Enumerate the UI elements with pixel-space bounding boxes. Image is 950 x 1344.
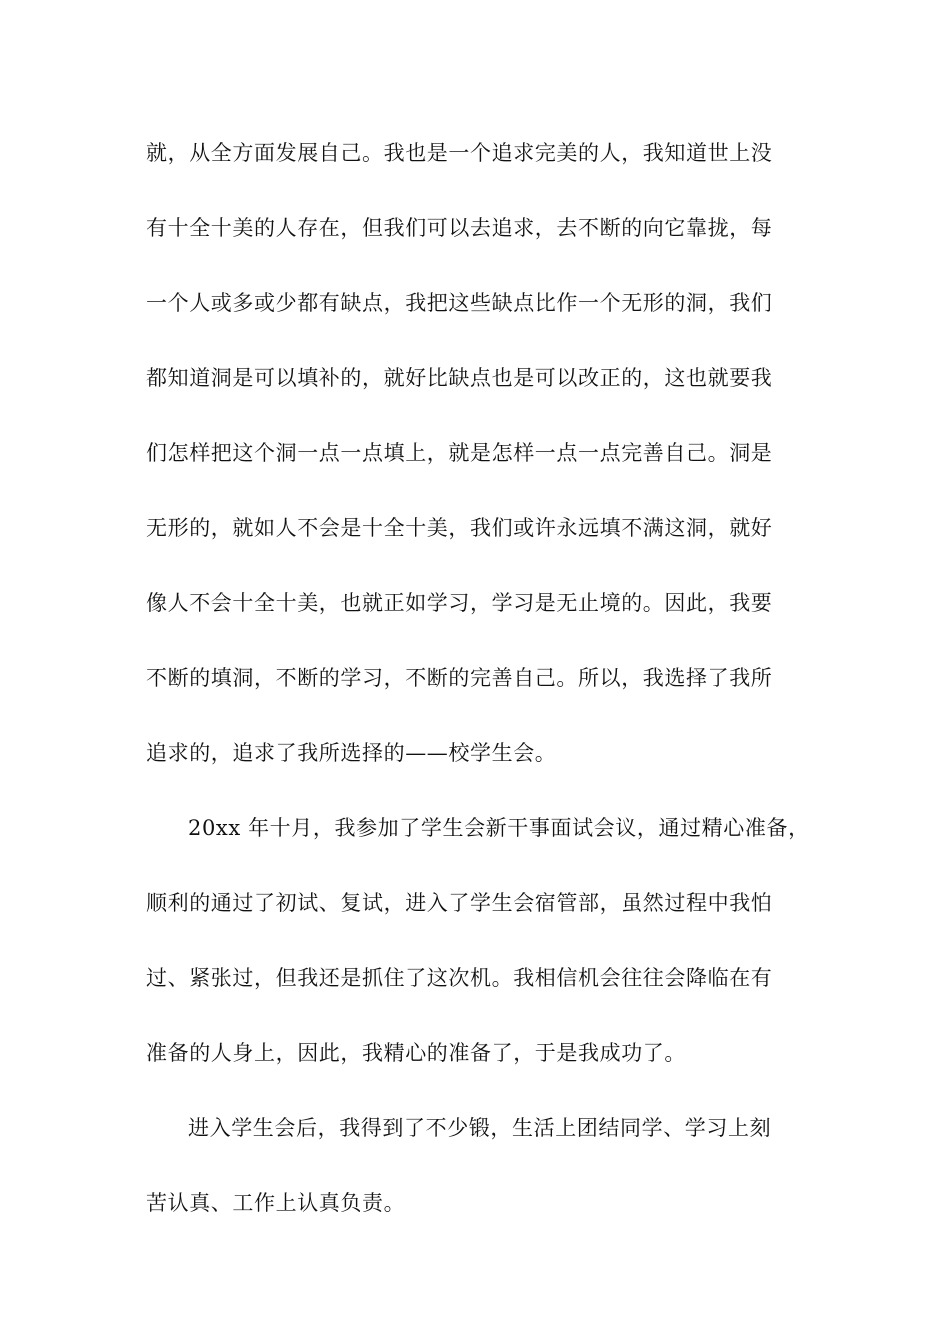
body-text <box>146 132 816 1257</box>
text-line-1: 就，从全方面发展自己。我也是一个追求完美的人，我知道世上没 <box>146 141 773 165</box>
text-line-7: 像人不会十全十美，也就正如学习，学习是无止境的。因此，我要 <box>146 591 773 615</box>
text-line-9: 追求的，追求了我所选择的——校学生会。 <box>146 741 557 765</box>
text-line-6: 无形的，就如人不会是十全十美，我们或许永远填不满这洞，就好 <box>146 516 773 540</box>
text-line-3: 一个人或多或少都有缺点，我把这些缺点比作一个无形的洞，我们 <box>146 291 773 315</box>
text-line-10: 20xx 年十月，我参加了学生会新干事面试会议，通过精心准备， <box>188 816 810 840</box>
text-line-14: 进入学生会后，我得到了不少锻，生活上团结同学、学习上刻 <box>188 1116 772 1140</box>
text-line-5: 们怎样把这个洞一点一点填上，就是怎样一点一点完善自己。洞是 <box>146 441 773 465</box>
text-line-2: 有十全十美的人存在，但我们可以去追求，去不断的向它靠拢，每 <box>146 216 773 240</box>
text-line-4: 都知道洞是可以填补的，就好比缺点也是可以改正的，这也就要我 <box>146 366 773 390</box>
text-line-8: 不断的填洞，不断的学习，不断的完善自己。所以，我选择了我所 <box>146 666 773 690</box>
text-line-15: 苦认真、工作上认真负责。 <box>146 1191 406 1215</box>
text-line-12: 过、紧张过，但我还是抓住了这次机。我相信机会往往会降临在有 <box>146 966 773 990</box>
text-line-11: 顺利的通过了初试、复试，进入了学生会宿管部，虽然过程中我怕 <box>146 891 773 915</box>
text-line-13: 准备的人身上，因此，我精心的准备了，于是我成功了。 <box>146 1041 686 1065</box>
